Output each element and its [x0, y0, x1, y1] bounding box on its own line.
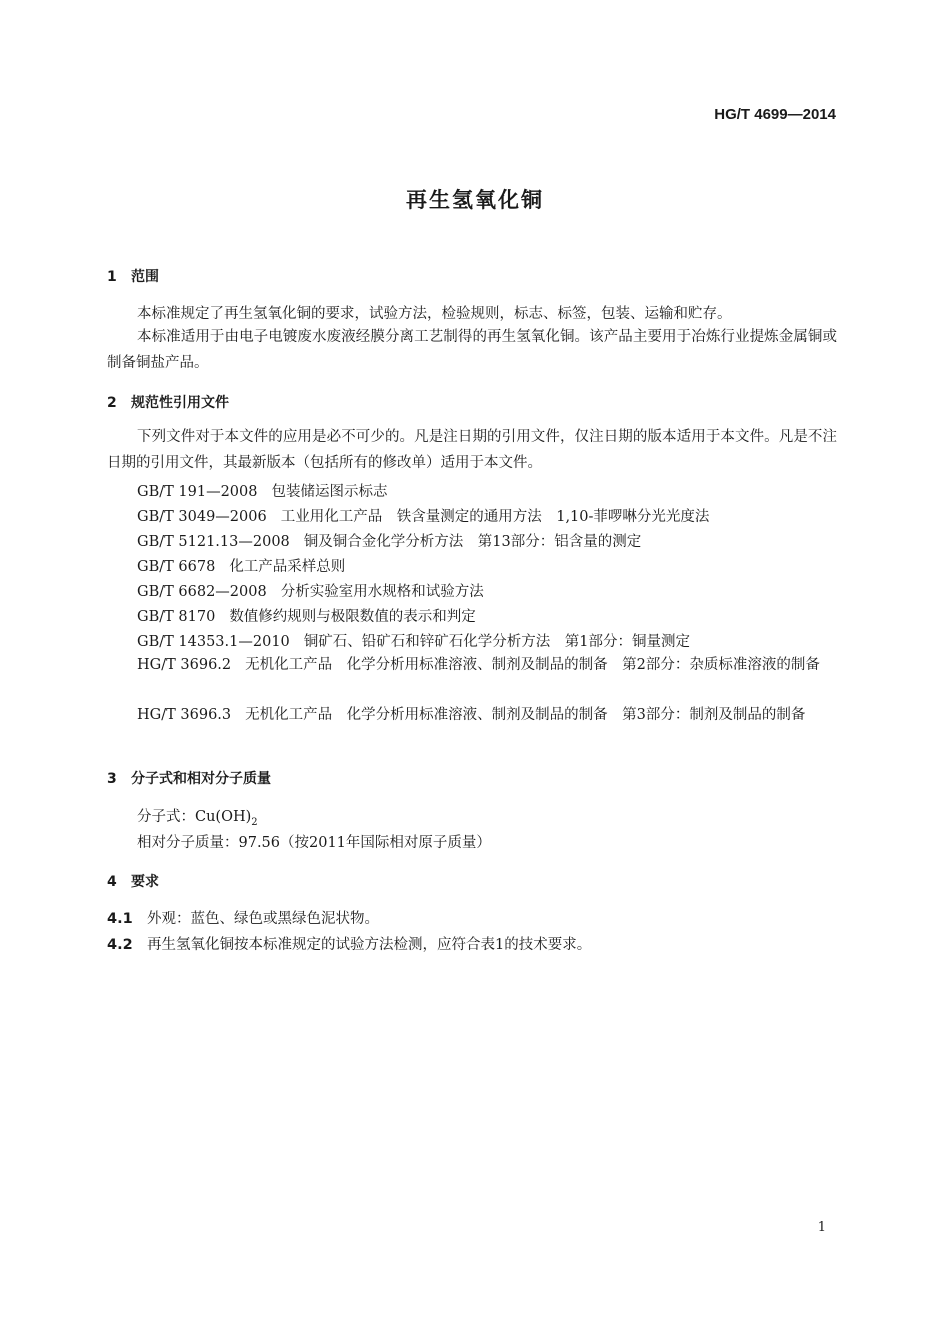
requirement-item [107, 933, 591, 954]
reference-code: GB/T 14353.1—2010 [137, 634, 290, 650]
reference-item [137, 505, 709, 526]
reference-code: GB/T 3049—2006 [137, 509, 267, 525]
reference-title: 工业用化工产品 铁含量测定的通用方法 1,10-菲啰啉分光光度法 [280, 509, 710, 525]
standard-code: HG/T 4699—2014 [714, 106, 836, 123]
clause-number: 4.2 [107, 937, 133, 953]
reference-title: 数值修约规则与极限数值的表示和判定 [229, 609, 476, 625]
formula-label: 分子式： [137, 809, 195, 825]
page-title: 再生氢氧化铜 [406, 188, 544, 212]
reference-code: HG/T 3696.2 [137, 657, 232, 673]
section-2-heading [107, 392, 229, 412]
reference-item [137, 555, 345, 576]
reference-item [137, 630, 690, 651]
scope-paragraph-2: 本标准适用于由电子电镀废水废液经膜分离工艺制得的再生氢氧化铜。该产品主要用于冶炼行业提炼金属铜或制备铜盐产品。 [107, 329, 837, 371]
reference-title: 铜及铜合金化学分析方法 第13部分：铝含量的测定 [303, 534, 642, 550]
reference-item [137, 605, 476, 626]
formula-subscript: 2 [251, 816, 258, 828]
section-title: 要求 [131, 874, 159, 890]
section-title: 范围 [131, 269, 159, 285]
formula-value: Cu(OH) [195, 809, 252, 825]
requirement-item [107, 907, 379, 928]
section-title: 规范性引用文件 [131, 395, 229, 411]
section-title: 分子式和相对分子质量 [131, 771, 271, 787]
reference-item [107, 702, 837, 728]
clause-number: 4.1 [107, 911, 133, 927]
reference-code: GB/T 8170 [137, 609, 216, 625]
reference-title: 无机化工产品 化学分析用标准溶液、制剂及制品的制备 第3部分：制剂及制品的制备 [245, 707, 806, 723]
reference-title: 铜矿石、铅矿石和锌矿石化学分析方法 第1部分：铜量测定 [303, 634, 691, 650]
reference-title: 无机化工产品 化学分析用标准溶液、制剂及制品的制备 第2部分：杂质标准溶液的制备 [245, 657, 820, 673]
section-1-heading [107, 266, 159, 286]
reference-item [137, 580, 484, 601]
reference-item [107, 652, 837, 678]
section-4-heading [107, 871, 159, 891]
molecular-mass: 相对分子质量：97.56（按2011年国际相对原子质量） [137, 835, 491, 851]
reference-title: 包装储运图示标志 [271, 484, 388, 500]
reference-code: GB/T 191—2008 [137, 484, 258, 500]
reference-title: 化工产品采样总则 [229, 559, 346, 575]
reference-code: GB/T 6678 [137, 559, 216, 575]
molecular-formula [137, 805, 258, 828]
section-number: 1 [107, 269, 117, 285]
section-number: 2 [107, 395, 117, 411]
reference-code: GB/T 6682—2008 [137, 584, 267, 600]
page-number: 1 [817, 1220, 826, 1235]
reference-item [137, 480, 387, 501]
reference-title: 分析实验室用水规格和试验方法 [280, 584, 484, 600]
clause-text: 再生氢氧化铜按本标准规定的试验方法检测，应符合表1的技术要求。 [147, 937, 592, 953]
reference-item [137, 530, 641, 551]
section-3-heading [107, 768, 271, 788]
scope-paragraph-1: 本标准规定了再生氢氧化铜的要求，试验方法，检验规则，标志、标签，包装、运输和贮存。 [137, 306, 732, 322]
reference-code: GB/T 5121.13—2008 [137, 534, 290, 550]
section-number: 3 [107, 771, 117, 787]
section-number: 4 [107, 874, 117, 890]
references-intro: 下列文件对于本文件的应用是必不可少的。凡是注日期的引用文件，仅注日期的版本适用于本文件。凡是不注日期的引用文件，其最新版本（包括所有的修改单）适用于本文件。 [107, 429, 837, 471]
reference-code: HG/T 3696.3 [137, 707, 232, 723]
clause-text: 外观：蓝色、绿色或黑绿色泥状物。 [147, 911, 379, 927]
